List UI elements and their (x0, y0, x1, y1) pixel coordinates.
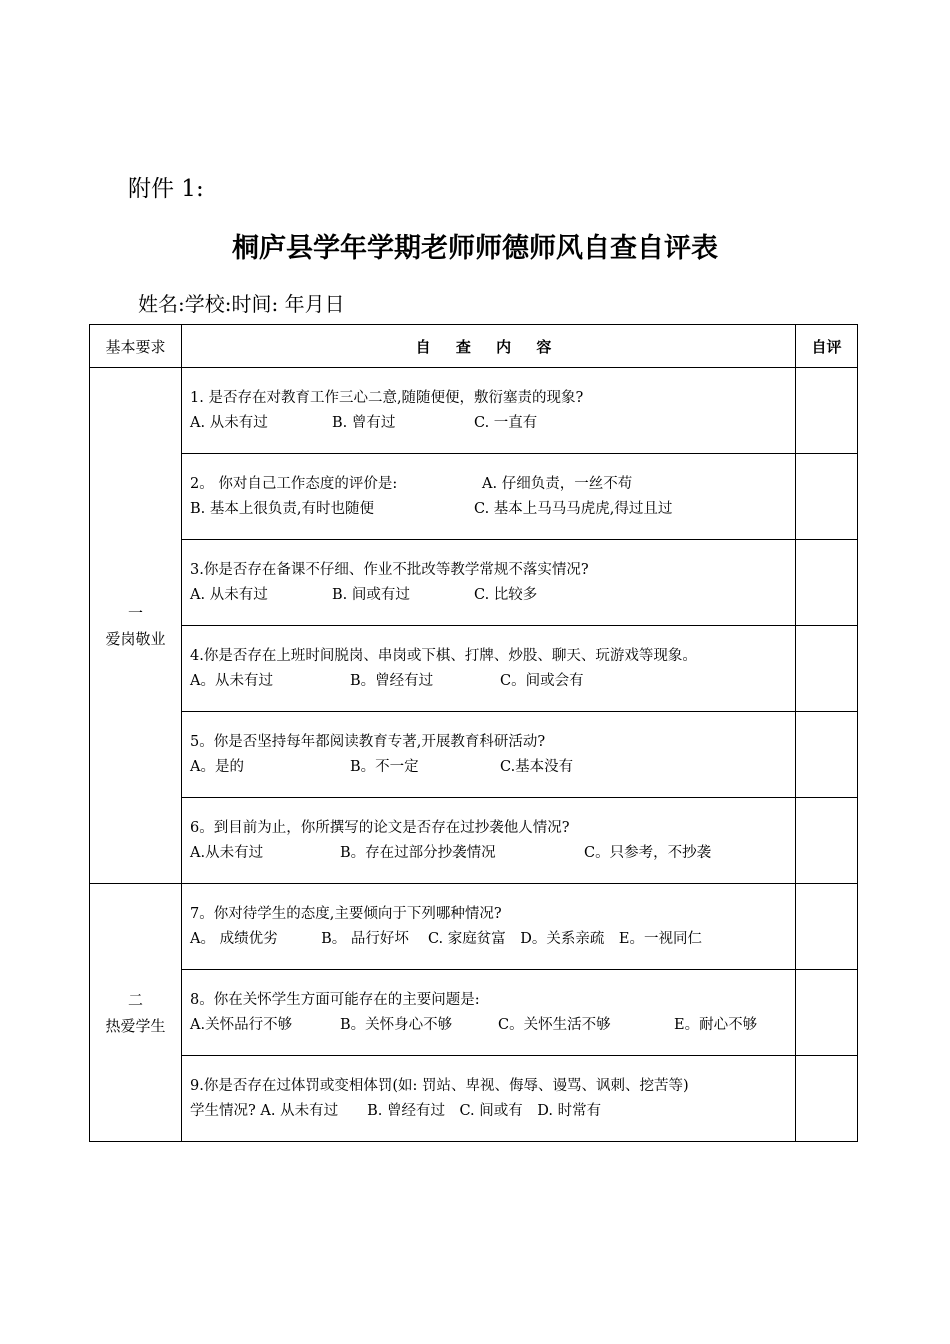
table-row (90, 884, 858, 970)
self-eval-cell[interactable] (796, 712, 858, 798)
question-cell (182, 626, 796, 712)
self-eval-cell[interactable] (796, 970, 858, 1056)
question-options: A。 成绩优劣 B。 品行好坏 C. 家庭贫富 D。关系亲疏 E。一视同仁 (190, 930, 702, 947)
option: A. 仔细负责，一丝不苟 (482, 475, 633, 492)
option: B. 曾有过 (332, 414, 396, 431)
table-row (90, 626, 858, 712)
self-eval-cell[interactable] (796, 454, 858, 540)
option: C. 基本上马马马虎虎,得过且过 (474, 500, 673, 517)
question-text: 2。 你对自己工作态度的评价是: (190, 475, 398, 492)
option: B. 基本上很负责,有时也随便 (190, 500, 374, 517)
header-content: 自 查 内 容 (182, 325, 796, 368)
question-cell (182, 1056, 796, 1142)
question-cell (182, 970, 796, 1056)
category-cell (90, 368, 182, 884)
question-text: 7。你对待学生的态度,主要倾向于下列哪种情况? (190, 905, 502, 922)
option: C。关怀生活不够 (498, 1016, 611, 1033)
option: E。耐心不够 (674, 1016, 758, 1033)
question-cell (182, 454, 796, 540)
table-row (90, 454, 858, 540)
question-cell (182, 798, 796, 884)
header-category: 基本要求 (90, 325, 182, 368)
table-row (90, 798, 858, 884)
self-evaluation-table (89, 324, 858, 1142)
option: A. 从未有过 (190, 414, 268, 431)
self-eval-cell[interactable] (796, 368, 858, 454)
option: A.从未有过 (190, 844, 264, 861)
table-row (90, 712, 858, 798)
attachment-label: 附件 1: (128, 176, 204, 202)
self-eval-cell[interactable] (796, 884, 858, 970)
option: B。存在过部分抄袭情况 (340, 844, 496, 861)
meta-line: 姓名:学校:时间: 年月日 (138, 292, 345, 316)
option: A. 从未有过 (190, 586, 268, 603)
category-number: 一 (127, 603, 143, 622)
option: B. 间或有过 (332, 586, 410, 603)
table-row (90, 368, 858, 454)
option: C。间或会有 (500, 672, 584, 689)
option: C. 比较多 (474, 586, 538, 603)
option: C. 一直有 (474, 414, 538, 431)
page-title: 桐庐县学年学期老师师德师风自查自评表 (232, 233, 718, 264)
category-name: 爱岗敬业 (105, 629, 166, 648)
question-text: 9.你是否存在过体罚或变相体罚(如: 罚站、卑视、侮辱、谩骂、讽刺、挖苦等) (190, 1077, 689, 1094)
table-header-row (90, 325, 858, 368)
question-cell (182, 368, 796, 454)
question-text: 6。到目前为止，你所撰写的论文是否存在过抄袭他人情况? (190, 819, 570, 836)
table-row (90, 970, 858, 1056)
category-number: 二 (127, 990, 143, 1009)
option: C。只参考，不抄袭 (584, 844, 712, 861)
option: B。曾经有过 (350, 672, 434, 689)
question-text: 5。你是否坚持每年都阅读教育专著,开展教育科研活动? (190, 733, 546, 750)
question-text: 1. 是否存在对教育工作三心二意,随随便便，敷衍塞责的现象? (190, 389, 584, 406)
question-options (190, 411, 787, 436)
question-cell (182, 884, 796, 970)
option: B。不一定 (350, 758, 419, 775)
header-self-eval: 自评 (796, 325, 858, 368)
option: A.关怀品行不够 (190, 1016, 293, 1033)
question-cell (182, 540, 796, 626)
category-name: 热爱学生 (105, 1016, 166, 1035)
self-eval-cell[interactable] (796, 626, 858, 712)
table-row (90, 1056, 858, 1142)
table-row (90, 540, 858, 626)
question-text: 3.你是否存在备课不仔细、作业不批改等教学常规不落实情况? (190, 561, 589, 578)
option: A。从未有过 (190, 672, 273, 689)
option: A。是的 (190, 758, 244, 775)
question-options: 学生情况? A. 从未有过 B. 曾经有过 C. 间或有 D. 时常有 (190, 1102, 602, 1119)
option: B。关怀身心不够 (340, 1016, 453, 1033)
option: C.基本没有 (500, 758, 574, 775)
self-eval-cell[interactable] (796, 540, 858, 626)
question-text: 8。你在关怀学生方面可能存在的主要问题是: (190, 991, 480, 1008)
category-cell (90, 884, 182, 1142)
question-text: 4.你是否存在上班时间脱岗、串岗或下棋、打牌、炒股、聊天、玩游戏等现象。 (190, 647, 697, 664)
self-eval-cell[interactable] (796, 798, 858, 884)
self-eval-cell[interactable] (796, 1056, 858, 1142)
question-cell (182, 712, 796, 798)
